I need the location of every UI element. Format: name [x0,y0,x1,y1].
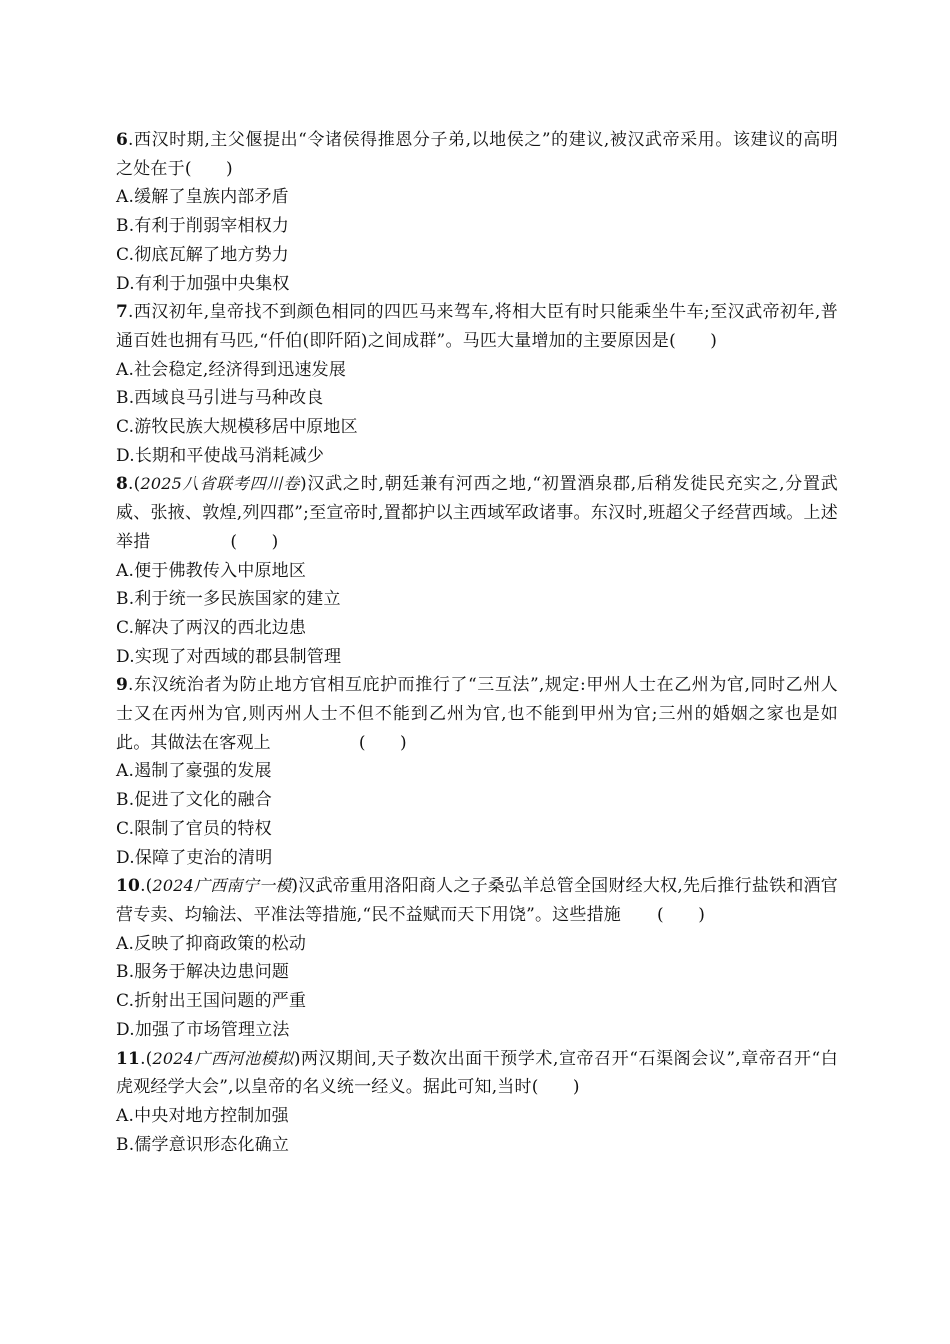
option-a: A.缓解了皇族内部矛盾 [116,187,289,208]
answer-bracket: ( ) [669,330,718,351]
question-stem [116,298,838,355]
option-c: C.游牧民族大规模移居中原地区 [116,417,358,438]
option-c: C.限制了官员的特权 [116,818,272,839]
question-stem: 11.(2024广西河池模拟)两汉期间,天子数次出面干预学术,宣帝召开“石渠阁会议”,章帝召开“白虎观经学大会”,以皇帝的名义统一经义。据此可知,当时( ) [116,1048,838,1098]
answer-bracket: ( ) [531,1077,580,1098]
question-number: 7 [116,302,129,323]
answer-bracket: ( ) [230,531,279,552]
option-c: C.彻底瓦解了地方势力 [116,244,290,265]
question-text: 汉武之时,朝廷兼有河西之地,“初置酒泉郡,后稍发徙民充实之,分置武威、张掖、敦煌,列四郡”;至宣帝时,置都护以主西域军政诸事。东汉时,班超父子经营西域。上述举措 [116,474,839,552]
option-b: B.有利于削弱宰相权力 [116,216,290,237]
option-b: B.促进了文化的融合 [116,790,272,811]
question-text: .东汉统治者为防止地方官相互庇护而推行了“三互法”,规定:甲州人士在乙州为官,同时乙州人士又在丙州为官,则丙州人士不但不能到乙州为官,也不能到甲州为官;三州的婚姻之家也是如此。其做法在客观上 [116,675,838,753]
question-number: 6 [116,130,129,150]
question-10 [116,872,838,1044]
answer-bracket: ( ) [656,904,706,925]
option-b: B.服务于解决边患问题 [116,962,290,983]
answer-bracket: ( ) [184,158,233,179]
question-number: 10 [116,876,141,897]
question-source: 2024广西南宁一模 [152,876,292,896]
option-d: D.实现了对西域的郡县制管理 [116,646,342,667]
option-c: C.折射出王国问题的严重 [116,991,307,1012]
option-a: A.便于佛教传入中原地区 [116,560,307,581]
question-source: 2025八省联考四川卷 [140,474,300,494]
question-text: 两汉期间,天子数次出面干预学术,宣帝召开“石渠阁会议”,章帝召开“白虎观经学大会”,以皇帝的名义统一经义。据此可知,当时 [116,1048,838,1098]
question-9 [116,671,838,872]
option-a: A.遏制了豪强的发展 [116,761,272,782]
option-b: B.儒学意识形态化确立 [116,1134,290,1155]
option-d: D.加强了市场管理立法 [116,1019,290,1040]
option-c: C.解决了两汉的西北边患 [116,617,307,638]
question-stem [116,126,838,183]
question-number: 11 [116,1048,141,1069]
question-6 [116,126,838,298]
question-stem: 10.(2024广西南宁一模)汉武帝重用洛阳商人之子桑弘羊总管全国财经大权,先后推行盐铁和酒官营专卖、均输法、平准法等措施,“民不益赋而天下用饶”。这些措施 ( ) [116,876,838,925]
option-b: B.利于统一多民族国家的建立 [116,589,341,610]
question-source: 2024广西河池模拟 [152,1048,294,1068]
question-stem: 8.(2025八省联考四川卷)汉武之时,朝廷兼有河西之地,“初置酒泉郡,后稍发徙民充实之,分置武威、张掖、敦煌,列四郡”;至宣帝时,置都护以主西域军政诸事。东汉时,班超父子经营西域。上述举措 ( ) [116,474,839,552]
option-d: D.长期和平使战马消耗减少 [116,445,325,466]
question-stem [116,671,838,757]
question-8 [116,470,838,671]
option-a: A.中央对地方控制加强 [116,1105,289,1126]
exam-page [116,126,838,1159]
question-7 [116,298,838,470]
option-d: D.有利于加强中央集权 [116,273,290,294]
answer-bracket: ( ) [358,732,407,753]
option-a: A.社会稳定,经济得到迅速发展 [116,359,347,380]
question-number: 9 [116,675,129,696]
option-a: A.反映了抑商政策的松动 [116,933,307,954]
question-text: .西汉时期,主父偃提出“令诸侯得推恩分子弟,以地侯之”的建议,被汉武帝采用。该建议的高明之处在于 [116,130,838,179]
option-d: D.保障了吏治的清明 [116,847,273,868]
question-11 [116,1045,838,1160]
question-number: 8 [116,474,129,495]
question-text: .西汉初年,皇帝找不到颜色相同的四匹马来驾车,将相大臣有时只能乘坐牛车;至汉武帝初年,普通百姓也拥有马匹,“仟伯(即阡陌)之间成群”。马匹大量增加的主要原因是 [116,302,838,351]
option-b: B.西域良马引进与马种改良 [116,388,324,409]
question-text: 汉武帝重用洛阳商人之子桑弘羊总管全国财经大权,先后推行盐铁和酒官营专卖、均输法、平准法等措施,“民不益赋而天下用饶”。这些措施 [116,876,838,925]
